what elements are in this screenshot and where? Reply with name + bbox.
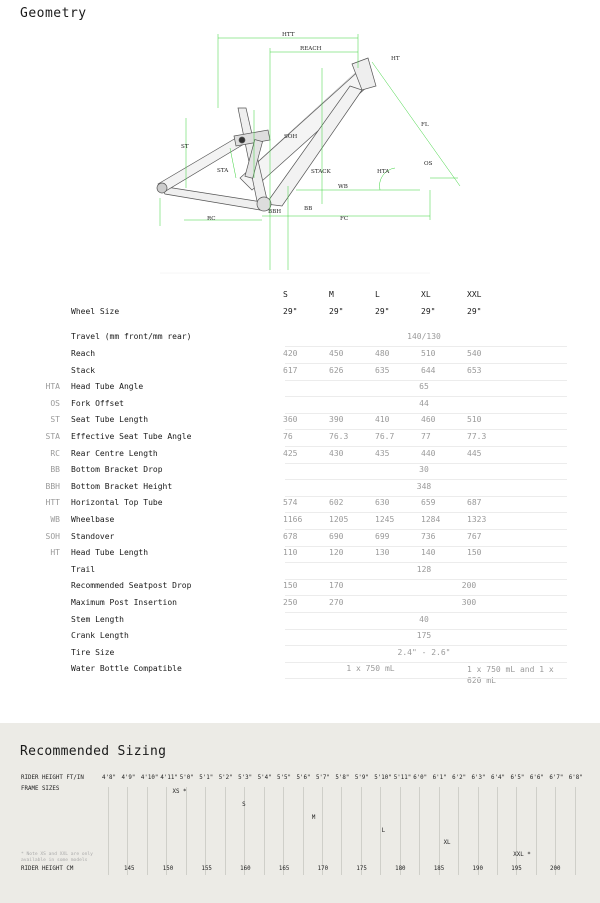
label-htt: HTT: [282, 32, 295, 38]
row-abbr: SOH: [45, 531, 60, 541]
row-label: Stem Length: [71, 614, 124, 624]
geometry-row: [0, 382, 600, 398]
sizing-title: Recommended Sizing: [20, 744, 167, 759]
cm-tick: 195: [511, 866, 522, 872]
ft-tick: 6'8": [568, 775, 583, 781]
grid-line: [244, 787, 245, 875]
row-abbr: OS: [50, 398, 60, 408]
row-label: Head Tube Length: [71, 548, 149, 558]
sizing-note: * Note XS and XXL are only available in some models: [21, 852, 93, 863]
ft-tick: 6'6": [529, 775, 544, 781]
row-abbr: WB: [50, 515, 60, 524]
cell: 390: [329, 415, 344, 425]
label-stack: STACK: [311, 169, 331, 175]
cell: 690: [329, 531, 344, 541]
cm-tick: 145: [124, 866, 135, 872]
cell: 150: [467, 548, 482, 558]
row-label: Wheelbase: [71, 515, 115, 524]
cell: 574: [283, 498, 298, 508]
cell: 2.4" - 2.6": [397, 647, 451, 657]
cell: 767: [467, 531, 482, 541]
size-header: L: [375, 290, 380, 299]
row-abbr: HTT: [45, 498, 60, 508]
frame-size-marker: XL: [443, 840, 451, 846]
cell: 1205: [329, 515, 349, 524]
label-sta: STA: [217, 168, 229, 174]
grid-line: [225, 787, 226, 875]
row-label: Water Bottle Compatible: [71, 664, 182, 674]
cell: 120: [329, 548, 344, 558]
cell: 348: [416, 481, 432, 491]
cell: 450: [329, 349, 344, 358]
cell: 40: [419, 614, 429, 624]
cell: 1 x 750 mL: [346, 664, 395, 674]
ft-tick: 5'7": [315, 775, 330, 781]
frame-size-marker: M: [311, 815, 316, 821]
ft-tick: 5'1": [199, 775, 214, 781]
ft-tick: 5'5": [277, 775, 292, 781]
label-wb: WB: [338, 184, 348, 190]
cell: 270: [329, 598, 344, 607]
row-label: Rear Centre Length: [71, 448, 158, 458]
wheel-size-row: [0, 307, 600, 323]
frame-sizes-label: FRAME SIZES: [21, 786, 60, 792]
label-hta: HTA: [377, 169, 390, 175]
row-abbr: ST: [50, 415, 60, 425]
row-abbr: BB: [50, 465, 60, 475]
cell: 430: [329, 448, 344, 458]
cell: 29": [467, 307, 482, 316]
cell: 76: [283, 432, 293, 441]
geometry-row: [0, 399, 600, 415]
cm-tick: 150: [162, 866, 174, 872]
cell: 76.7: [375, 432, 395, 441]
ft-tick: 5'6": [296, 775, 311, 781]
cell: 175: [416, 631, 432, 641]
ft-tick: 4'11": [160, 775, 178, 781]
cell: 29": [375, 307, 390, 316]
cell: 65: [419, 382, 429, 392]
cm-axis-label: RIDER HEIGHT CM: [21, 866, 74, 872]
ft-tick: 5'8": [335, 775, 350, 781]
ft-tick: 5'2": [218, 775, 233, 781]
cell: 425: [283, 448, 298, 458]
grid-line: [322, 787, 323, 875]
row-abbr: STA: [45, 432, 60, 441]
geometry-diagram: [0, 28, 600, 278]
row-abbr: HTA: [45, 382, 60, 392]
cm-tick: 165: [278, 866, 290, 872]
cell: 630: [375, 498, 390, 508]
cell: 635: [375, 365, 390, 375]
grid-line: [575, 787, 576, 875]
cell: 617: [283, 365, 298, 375]
grid-line: [108, 787, 109, 875]
cell: 540: [467, 349, 482, 358]
geometry-title: Geometry: [20, 6, 87, 21]
geometry-row: [0, 581, 600, 597]
ft-tick: 5'10": [374, 775, 392, 781]
ft-tick: 4'9": [121, 775, 136, 781]
ft-tick: 6'1": [432, 775, 447, 781]
cell: 440: [421, 448, 436, 458]
cell: 1 x 750 mL and 1 x 620 mL: [467, 665, 554, 686]
grid-line: [264, 787, 265, 875]
cell: 460: [421, 415, 436, 425]
cell: 360: [283, 415, 298, 425]
cell: 510: [421, 349, 436, 358]
cell: 300: [461, 598, 477, 607]
row-label: Bottom Bracket Drop: [71, 465, 163, 475]
frame-size-marker: XXL *: [513, 852, 531, 858]
cell: 77: [421, 432, 431, 441]
row-abbr: BBH: [45, 481, 60, 491]
cell: 128: [416, 564, 432, 574]
grid-line: [303, 787, 304, 875]
row-label: Bottom Bracket Height: [71, 481, 173, 491]
grid-line: [478, 787, 479, 875]
frame-size-marker: L: [381, 828, 386, 834]
geometry-row: [0, 349, 600, 365]
cm-tick: 155: [201, 866, 212, 872]
cell: 410: [375, 415, 390, 425]
cell: 480: [375, 349, 390, 358]
ft-axis-label: RIDER HEIGHT FT/IN: [21, 775, 84, 781]
row-label: Crank Length: [71, 631, 129, 641]
label-soh: SOH: [284, 134, 298, 140]
row-label: Tire Size: [71, 647, 115, 657]
geometry-row: [0, 664, 600, 686]
cell: 29": [421, 307, 436, 316]
cell: 736: [421, 531, 436, 541]
cell: 1166: [283, 515, 303, 524]
row-label: Travel (mm front/mm rear): [71, 332, 192, 341]
label-fl: FL: [421, 122, 429, 128]
cell: 420: [283, 349, 298, 358]
ft-tick: 6'7": [549, 775, 564, 781]
geometry-row: [0, 515, 600, 531]
cell: 150: [283, 581, 298, 591]
label-reach: REACH: [300, 46, 322, 52]
label-bb: BB: [304, 206, 313, 212]
grid-line: [205, 787, 206, 875]
cell: 130: [375, 548, 390, 558]
cell: 602: [329, 498, 344, 508]
geometry-row: [0, 449, 600, 465]
cell: 140/130: [407, 332, 441, 341]
cell: 699: [375, 531, 390, 541]
cell: 510: [467, 415, 482, 425]
grid-line: [147, 787, 148, 875]
cell: 445: [467, 448, 482, 458]
cell: 678: [283, 531, 298, 541]
geometry-row: [0, 648, 600, 664]
cell: 644: [421, 365, 436, 375]
ft-tick: 5'11": [393, 775, 412, 781]
grid-line: [439, 787, 440, 875]
grid-line: [400, 787, 401, 875]
row-label: Seat Tube Length: [71, 415, 149, 425]
cell: 653: [467, 365, 482, 375]
ft-tick: 6'5": [510, 775, 525, 781]
ft-tick: 5'4": [257, 775, 272, 781]
cell: 1284: [421, 515, 441, 524]
cell: 30: [419, 465, 429, 475]
cm-tick: 185: [433, 866, 445, 872]
geometry-row: [0, 498, 600, 514]
row-abbr: HT: [50, 548, 60, 558]
label-os: OS: [424, 161, 433, 167]
cell: 170: [329, 581, 344, 591]
cm-tick: 180: [395, 866, 406, 872]
size-header: XXL: [467, 290, 482, 299]
geometry-row: [0, 532, 600, 548]
cell: 626: [329, 365, 344, 375]
ft-tick: 4'8": [102, 775, 116, 781]
grid-line: [361, 787, 362, 875]
cell: 29": [283, 307, 298, 316]
row-label: Maximum Post Insertion: [71, 598, 177, 607]
row-label: Recommended Seatpost Drop: [71, 581, 192, 591]
label-bbh: BBH: [268, 209, 282, 215]
row-label: Stack: [71, 365, 96, 375]
frame-size-marker: XS *: [172, 789, 187, 795]
ft-tick: 4'10": [140, 775, 159, 781]
cell: 77.3: [467, 432, 487, 441]
grid-line: [341, 787, 342, 875]
ft-tick: 6'2": [452, 775, 467, 781]
size-header: S: [283, 290, 288, 299]
row-label: Fork Offset: [71, 398, 124, 408]
cm-tick: 200: [550, 866, 561, 872]
cell: 140: [421, 548, 436, 558]
travel-row: [0, 332, 600, 348]
grid-line: [497, 787, 498, 875]
row-label: Trail: [71, 564, 96, 574]
geometry-row: [0, 415, 600, 431]
grid-line: [419, 787, 420, 875]
ft-tick: 5'9": [354, 775, 369, 781]
grid-line: [555, 787, 556, 875]
row-label: Reach: [71, 349, 96, 358]
ft-tick: 5'0": [179, 775, 194, 781]
ft-tick: 6'3": [471, 775, 486, 781]
cell: 76.3: [329, 432, 349, 441]
grid-line: [536, 787, 537, 875]
row-label: Effective Seat Tube Angle: [71, 432, 192, 441]
cell: 29": [329, 307, 344, 316]
geometry-row: [0, 432, 600, 448]
size-header: XL: [421, 290, 431, 299]
cm-tick: 170: [317, 866, 329, 872]
cell: 110: [283, 548, 298, 558]
row-label: Horizontal Top Tube: [71, 498, 163, 508]
cm-tick: 190: [472, 866, 484, 872]
grid-line: [127, 787, 128, 875]
label-st: ST: [181, 144, 189, 150]
cell: 200: [461, 581, 477, 591]
label-fc: FC: [340, 216, 349, 222]
cell: 435: [375, 448, 390, 458]
ft-tick: 5'3": [238, 775, 253, 781]
geometry-row: [0, 465, 600, 481]
cell: 659: [421, 498, 436, 508]
ft-tick: 6'0": [413, 775, 428, 781]
cell: 250: [283, 598, 298, 607]
cm-tick: 175: [356, 866, 367, 872]
cm-tick: 160: [240, 866, 251, 872]
row-abbr: RC: [50, 448, 60, 458]
cell: 44: [419, 398, 429, 408]
geometry-row: [0, 482, 600, 498]
geometry-row: [0, 366, 600, 382]
geometry-row: [0, 615, 600, 631]
label-rc: RC: [207, 216, 216, 222]
ft-tick: 6'4": [491, 775, 505, 781]
row-label: Head Tube Angle: [71, 382, 144, 392]
size-header: M: [329, 290, 334, 299]
row-label: Wheel Size: [71, 307, 120, 316]
recommended-sizing: [0, 723, 600, 903]
frame-size-marker: S: [242, 802, 246, 808]
grid-line: [516, 787, 517, 875]
row-label: Standover: [71, 531, 115, 541]
grid-line: [458, 787, 459, 875]
label-ht: HT: [391, 56, 400, 62]
cell: 687: [467, 498, 482, 508]
geometry-row: [0, 631, 600, 647]
geometry-row: [0, 548, 600, 564]
geometry-row: [0, 598, 600, 614]
grid-line: [186, 787, 187, 875]
cell: 1323: [467, 515, 487, 524]
geometry-row: [0, 565, 600, 581]
cell: 1245: [375, 515, 395, 524]
grid-line: [166, 787, 167, 875]
grid-line: [283, 787, 284, 875]
